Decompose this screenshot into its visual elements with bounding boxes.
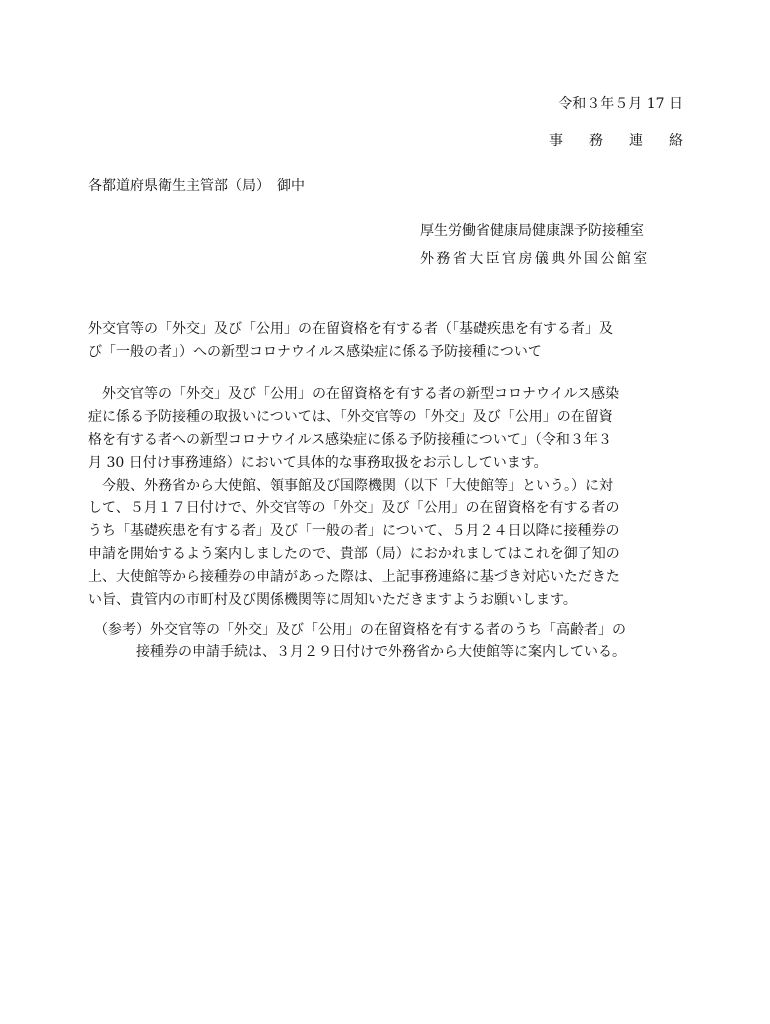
body-line: 症に係る予防接種の取扱いについては、「外交官等の「外交」及び「公用」の在留資 [88, 409, 613, 425]
sender-ministry-health: 厚生労働省健康局健康課予防接種室 [420, 223, 644, 239]
subject-line: び「一般の者」）への新型コロナウイルス感染症に係る予防接種について [88, 344, 542, 360]
document-date: 令和３年５月 17 日 [558, 96, 683, 112]
subject-line: 外交官等の「外交」及び「公用」の在留資格を有する者（「基礎疾患を有する者」及 [88, 321, 613, 337]
reference-note: （参考）外交官等の「外交」及び「公用」の在留資格を有する者のうち「高齢者」の [94, 622, 626, 638]
body-line: 外交官等の「外交」及び「公用」の在留資格を有する者の新型コロナウイルス感染 [88, 386, 620, 402]
body-line: して、５月１７日付けで、外交官等の「外交」及び「公用」の在留資格を有する者の [88, 500, 620, 516]
body-line: 今般、外務省から大使館、領事館及び国際機関（以下「大使館等」という。）に対 [88, 478, 613, 494]
body-line: 格を有する者への新型コロナウイルス感染症に係る予防接種について」（令和３年３ [88, 432, 612, 448]
body-line: 申請を開始するよう案内しましたので、貴部（局）におかれましてはこれを御了知の [88, 546, 620, 562]
recipient: 各都道府県衛生主管部（局） 御中 [88, 178, 305, 194]
body-line: 月 30 日付け事務連絡）において具体的な事務取扱をお示ししています。 [88, 455, 548, 471]
reference-note: 接種券の申請手続は、３月２９日付けで外務省から大使館等に案内している。 [136, 644, 626, 660]
body-line: うち「基礎疾患を有する者」及び「一般の者」について、５月２４日以降に接種券の [88, 523, 620, 539]
sender-ministry-foreign-affairs: 外務省大臣官房儀典外国公館室 [420, 251, 650, 267]
body-line: い旨、貴管内の市町村及び関係機関等に周知いただきますようお願いします。 [88, 592, 577, 608]
document-type: 事務連絡 [549, 133, 709, 149]
body-line: 上、大使館等から接種券の申請があった際は、上記事務連絡に基づき対応いただきた [88, 569, 620, 585]
